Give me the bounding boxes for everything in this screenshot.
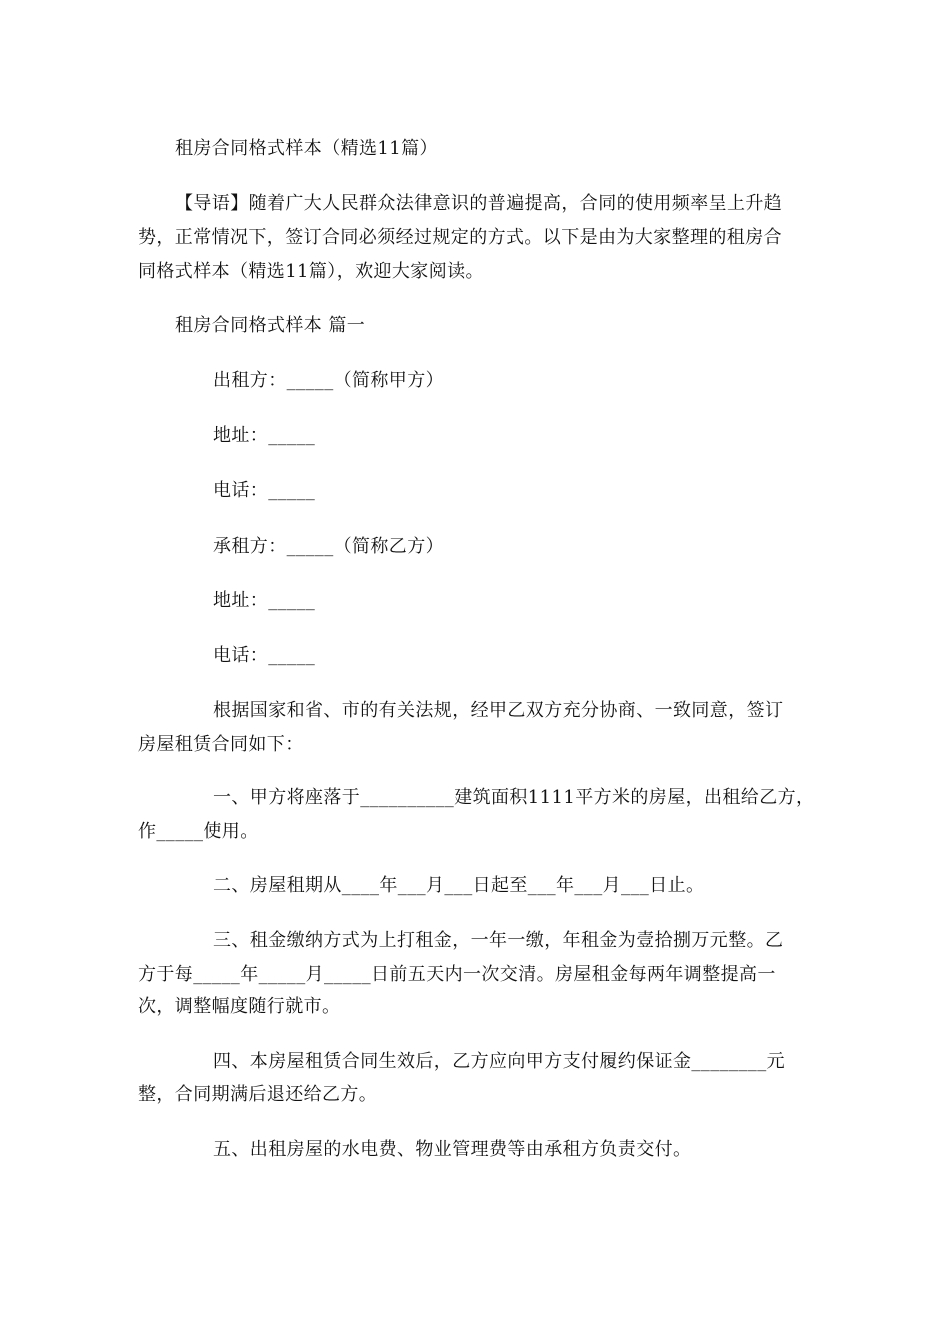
clause-1-line: 一、甲方将座落于__________建筑面积1111平方米的房屋，出租给乙方，: [213, 787, 815, 808]
clause-3-line: 三、租金缴纳方式为上打租金，一年一缴，年租金为壹拾捌万元整。乙: [213, 930, 784, 951]
lessee-phone-field: 电话：_____: [213, 645, 316, 666]
clause-2: 二、房屋租期从____年___月___日起至___年___月___日止。: [213, 875, 705, 896]
lessor-phone-field: 电话：_____: [213, 480, 316, 501]
section-heading: 租房合同格式样本 篇一: [175, 315, 366, 336]
intro-line: 【导语】随着广大人民群众法律意识的普遍提高，合同的使用频率呈上升趋: [175, 193, 783, 214]
intro-line: 同格式样本（精选11篇），欢迎大家阅读。: [138, 261, 484, 282]
preamble-line: 房屋租赁合同如下：: [138, 734, 304, 755]
lessee-field: 承租方：_____（简称乙方）: [213, 536, 444, 557]
lessee-address-field: 地址：_____: [213, 590, 316, 611]
clause-5: 五、出租房屋的水电费、物业管理费等由承租方负责交付。: [213, 1139, 692, 1160]
lessor-address-field: 地址：_____: [213, 425, 316, 446]
clause-4-line: 四、本房屋租赁合同生效后，乙方应向甲方支付履约保证金________元: [213, 1051, 785, 1072]
clause-3-line: 方于每_____年_____月_____日前五天内一次交清。房屋租金每两年调整提高一: [138, 964, 776, 985]
preamble-line: 根据国家和省、市的有关法规，经甲乙双方充分协商、一致同意，签订: [213, 700, 784, 721]
intro-paragraph: [175, 187, 782, 221]
document-title: 租房合同格式样本（精选11篇）: [175, 138, 438, 159]
intro-line: 势，正常情况下，签订合同必须经过规定的方式。以下是由为大家整理的租房合: [138, 227, 782, 248]
clause-3-line: 次，调整幅度随行就市。: [138, 996, 341, 1017]
clause-1-line: 作_____使用。: [138, 821, 259, 842]
lessor-field: 出租方：_____（简称甲方）: [213, 370, 444, 391]
clause-4-line: 整，合同期满后退还给乙方。: [138, 1084, 378, 1105]
intro-paragraph-cont: [138, 221, 782, 289]
